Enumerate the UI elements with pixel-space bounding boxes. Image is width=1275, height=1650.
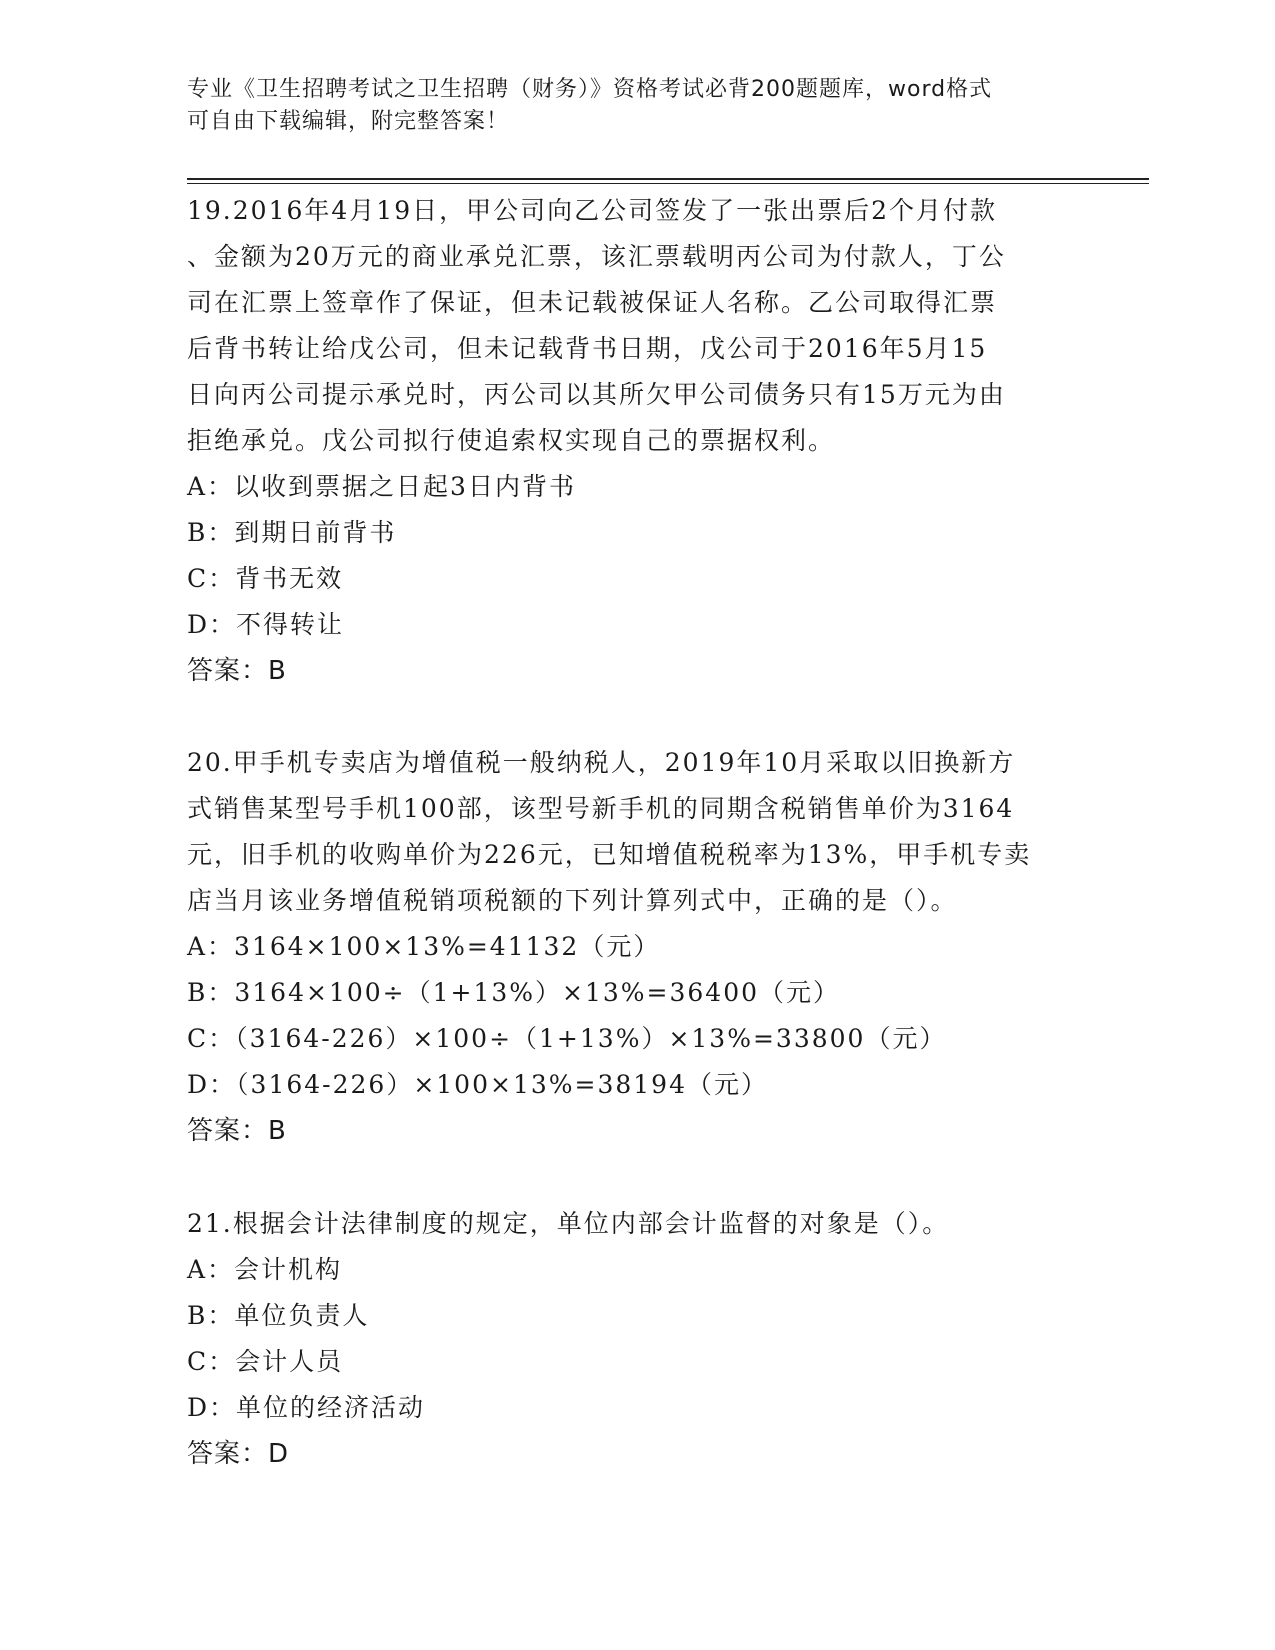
option-a: A：3164×100×13%=41132（元）	[187, 932, 661, 961]
stem-line: 店当月该业务增值税销项税额的下列计算列式中，正确的是（）。	[187, 886, 958, 915]
header-divider-thick	[187, 178, 1149, 180]
option-c: C：会计人员	[187, 1347, 344, 1376]
option-b: B：到期日前背书	[187, 518, 397, 547]
stem-line: 式销售某型号手机100部，该型号新手机的同期含税销售单价为3164	[187, 794, 1015, 823]
question-19	[187, 188, 1077, 694]
option-c: C：（3164-226）×100÷（1+13%）×13%=33800（元）	[187, 1024, 947, 1053]
option-c: C：背书无效	[187, 564, 344, 593]
stem-line: 后背书转让给戊公司，但未记载背书日期，戊公司于2016年5月15	[187, 334, 988, 363]
answer-text: 答案：D	[187, 1439, 290, 1469]
stem-line: 拒绝承兑。戊公司拟行使追索权实现自己的票据权利。	[187, 426, 836, 455]
stem-line: 日向丙公司提示承兑时，丙公司以其所欠甲公司债务只有15万元为由	[187, 380, 1006, 409]
stem-line: 20.甲手机专卖店为增值税一般纳税人，2019年10月采取以旧换新方	[187, 748, 1016, 777]
question-20	[187, 740, 1077, 1154]
stem-line: 21.根据会计法律制度的规定，单位内部会计监督的对象是（）。	[187, 1209, 950, 1238]
stem-line: 19.2016年4月19日，甲公司向乙公司签发了一张出票后2个月付款	[187, 196, 998, 225]
question-21	[187, 1201, 1077, 1477]
option-b: B：3164×100÷（1+13%）×13%=36400（元）	[187, 978, 841, 1007]
header-divider-thin	[187, 183, 1149, 184]
header-line-1: 专业《卫生招聘考试之卫生招聘（财务）》资格考试必背200题题库，word格式	[187, 77, 993, 102]
option-d: D：（3164-226）×100×13%=38194（元）	[187, 1070, 768, 1099]
question-stem	[187, 740, 1077, 924]
stem-line: 、金额为20万元的商业承兑汇票，该汇票载明丙公司为付款人，丁公	[187, 242, 1006, 271]
answer-text: 答案：B	[187, 1116, 287, 1146]
question-stem	[187, 188, 1077, 464]
option-a: A：以收到票据之日起3日内背书	[187, 472, 576, 501]
option-d: D：单位的经济活动	[187, 1393, 426, 1422]
question-stem	[187, 1201, 1077, 1247]
answer-text: 答案：B	[187, 656, 287, 686]
option-a: A：会计机构	[187, 1255, 343, 1284]
document-header	[187, 74, 1067, 138]
stem-line: 元，旧手机的收购单价为226元，已知增值税税率为13%，甲手机专卖	[187, 840, 1032, 869]
option-b: B：单位负责人	[187, 1301, 370, 1330]
header-line-2: 可自由下载编辑，附完整答案！	[187, 109, 510, 134]
stem-line: 司在汇票上签章作了保证，但未记载被保证人名称。乙公司取得汇票	[187, 288, 998, 317]
option-d: D：不得转让	[187, 610, 345, 639]
